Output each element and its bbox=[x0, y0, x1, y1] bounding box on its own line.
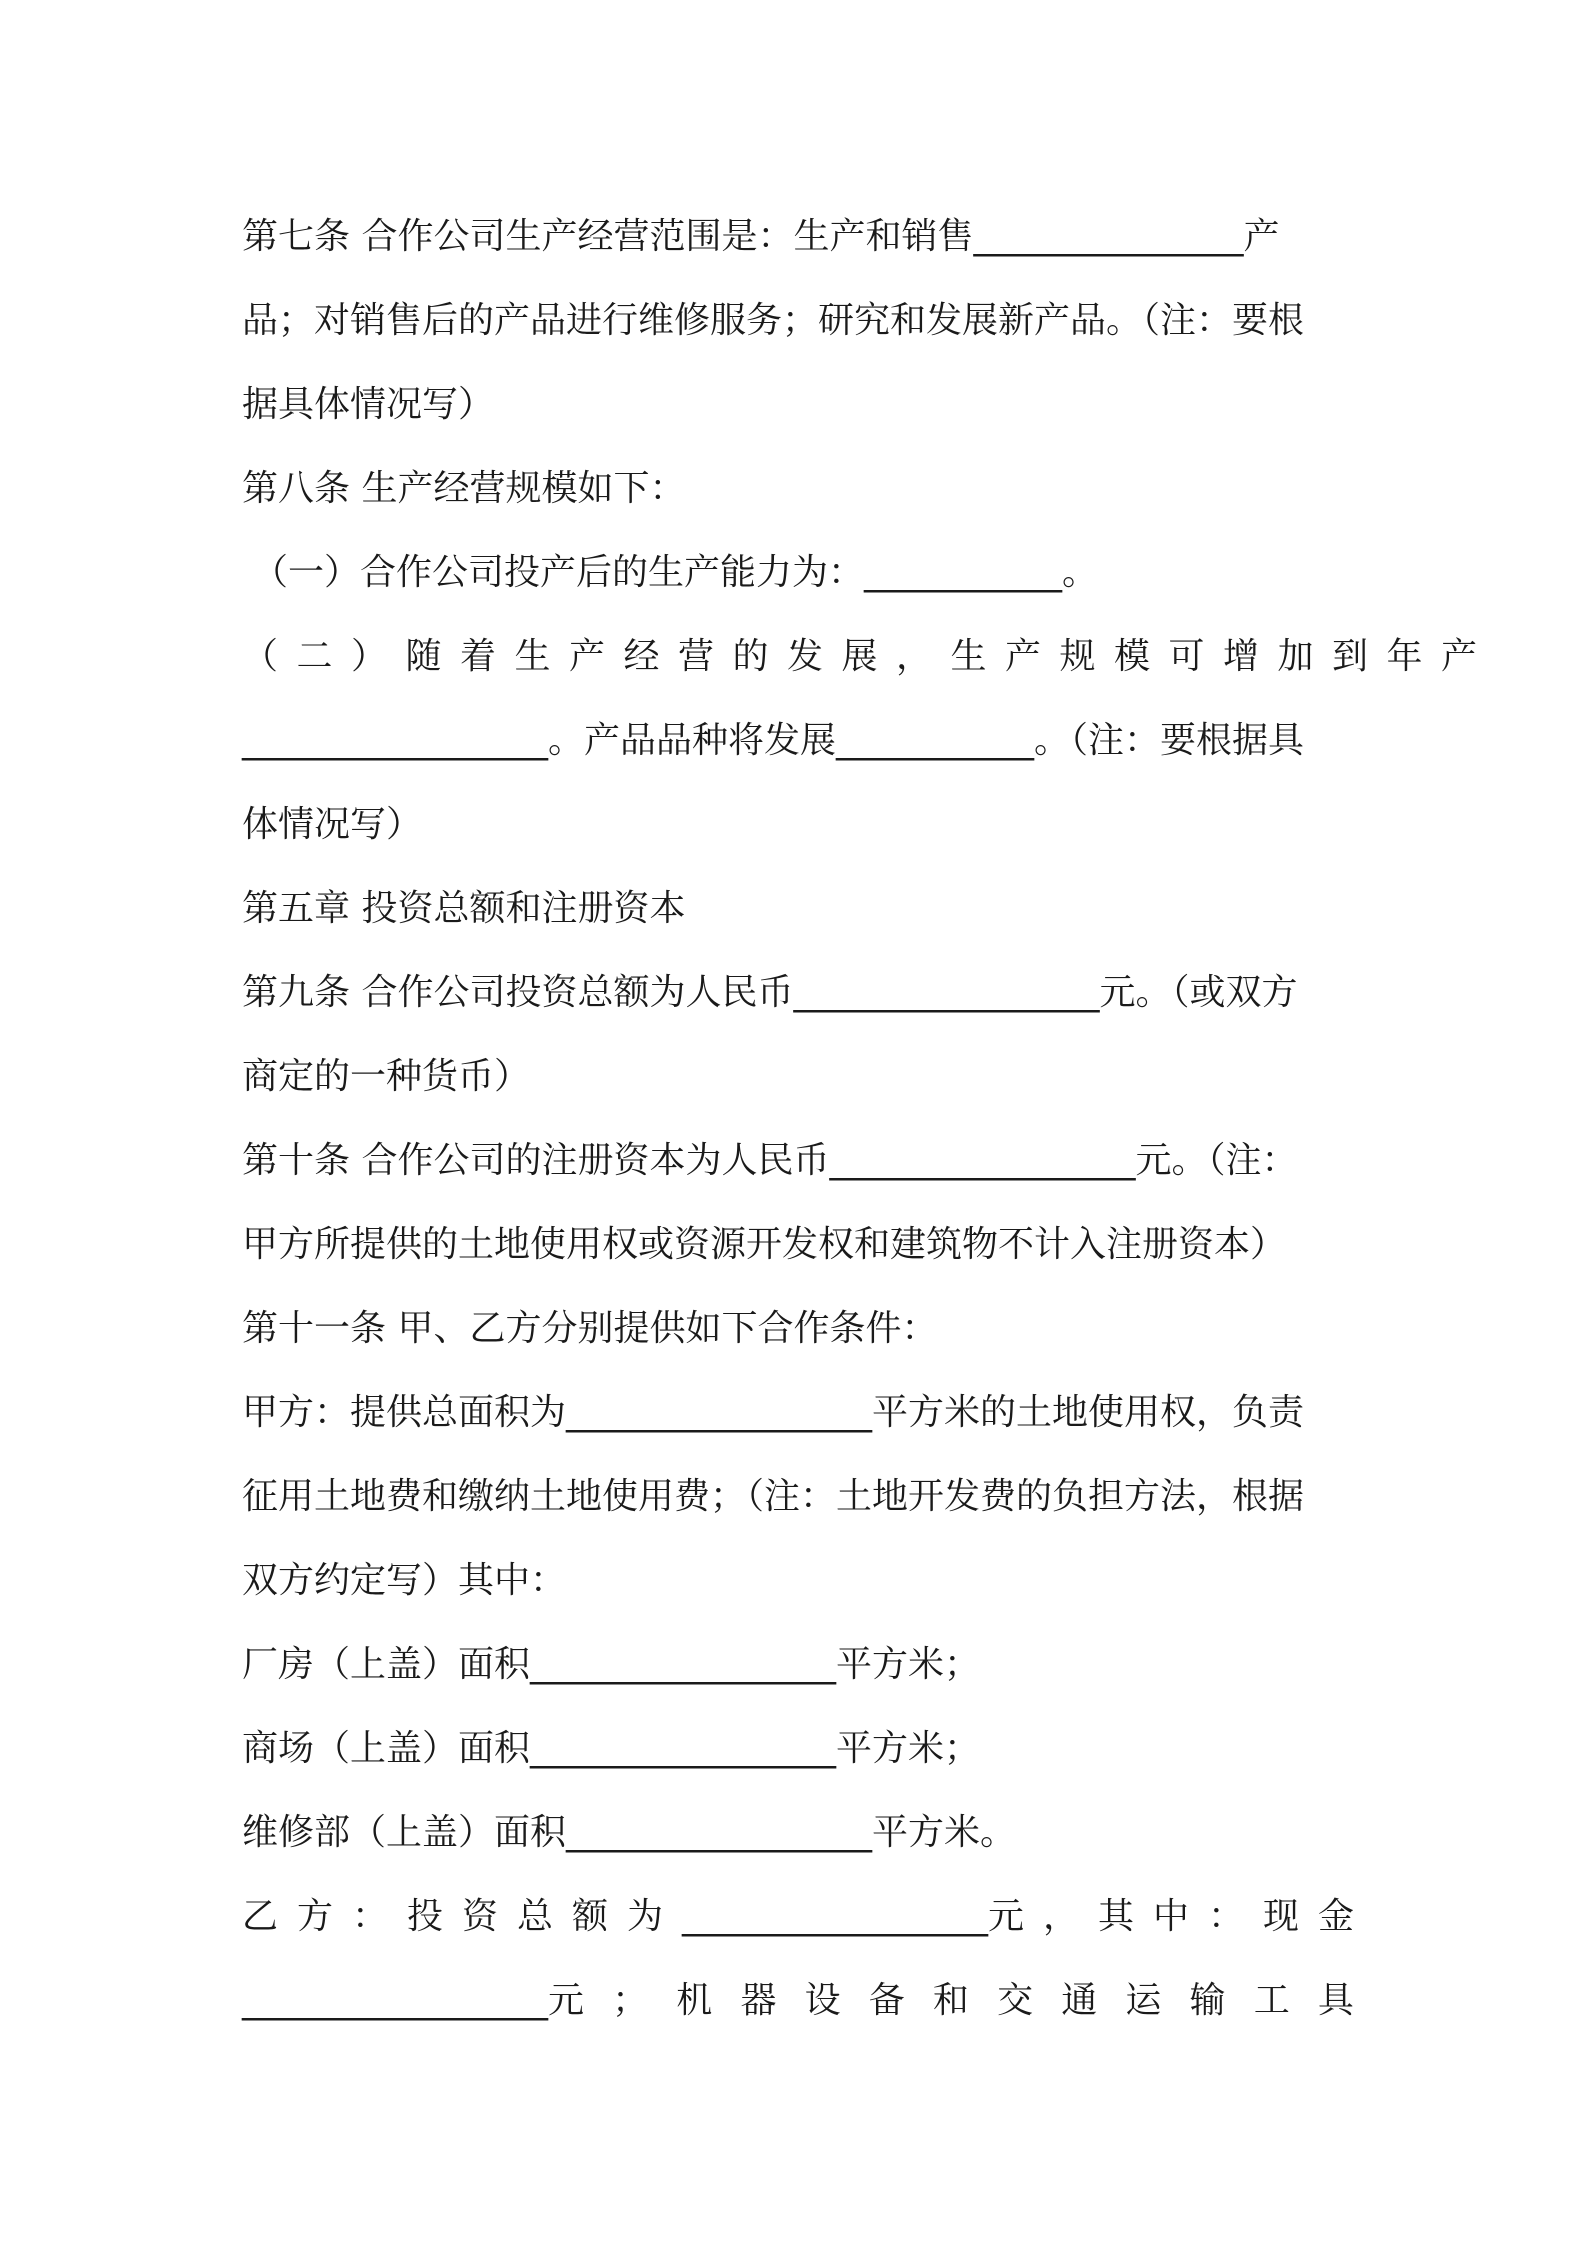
char: ： bbox=[1207, 1896, 1244, 1937]
text-line-partyA-2: 征用土地费和缴纳土地使用费；（注：土地开发费的负担方法，根据 bbox=[242, 1476, 1305, 1517]
char: 通 bbox=[1061, 1980, 1098, 2021]
text-line-art7-2: 品；对销售后的产品进行维修服务；研究和发展新产品。（注：要根 bbox=[242, 300, 1305, 341]
text-line-art9-2: 商定的一种货币） bbox=[242, 1056, 531, 1097]
text-line-art7-3: 据具体情况写） bbox=[242, 384, 495, 425]
char: 中 bbox=[1152, 1896, 1189, 1937]
char: 和 bbox=[932, 1980, 969, 2021]
char: 备 bbox=[868, 1980, 905, 2021]
char: 额 bbox=[572, 1896, 609, 1937]
char: 乙 bbox=[242, 1896, 279, 1937]
char: 输 bbox=[1189, 1980, 1226, 2021]
char: 器 bbox=[740, 1980, 777, 2021]
char: 为 bbox=[627, 1896, 664, 1937]
char: 投 bbox=[407, 1896, 444, 1937]
text-line-art8-item2-cont: _________________。产品品种将发展___________。（注：要根据具 bbox=[242, 720, 1305, 761]
text-line-mall-area: 商场（上盖）面积_________________平方米； bbox=[242, 1728, 981, 1769]
char: ： bbox=[352, 1896, 389, 1937]
text-line-art10-1: 第十条 合作公司的注册资本为人民币_________________元。（注： bbox=[242, 1140, 1298, 1181]
char: 具 bbox=[1317, 1980, 1354, 2021]
char: 方 bbox=[297, 1896, 334, 1937]
text-line-partyB-1 bbox=[242, 1875, 1354, 1959]
text-line-factory-area: 厂房（上盖）面积_________________平方米； bbox=[242, 1644, 981, 1685]
text-line-art8-item1: （一）合作公司投产后的生产能力为：___________。 bbox=[252, 552, 1099, 593]
text-line-art7-1: 第七条 合作公司生产经营范围是：生产和销售_______________产 bbox=[242, 216, 1280, 257]
chapter-5-heading: 第五章 投资总额和注册资本 bbox=[242, 888, 686, 929]
text-line-partyA-1: 甲方：提供总面积为_________________平方米的土地使用权，负责 bbox=[242, 1392, 1305, 1433]
text-line-art9-1: 第九条 合作公司投资总额为人民币_________________元。（或双方 bbox=[242, 972, 1298, 1013]
text-line-art8-title: 第八条 生产经营规模如下： bbox=[242, 468, 686, 509]
char: 机 bbox=[676, 1980, 713, 2021]
char: _________________元 bbox=[682, 1896, 1024, 1937]
char: 资 bbox=[462, 1896, 499, 1937]
char: 金 bbox=[1317, 1896, 1354, 1937]
char: ， bbox=[1042, 1896, 1079, 1937]
text-line-art11-title: 第十一条 甲、乙方分别提供如下合作条件： bbox=[242, 1308, 938, 1349]
char: 现 bbox=[1262, 1896, 1299, 1937]
char: 总 bbox=[517, 1896, 554, 1937]
text-line-art10-2: 甲方所提供的土地使用权或资源开发权和建筑物不计入注册资本） bbox=[242, 1224, 1287, 1265]
document-page bbox=[242, 195, 1496, 2043]
char: ； bbox=[612, 1980, 649, 2021]
char: 工 bbox=[1253, 1980, 1290, 2021]
char: _________________元 bbox=[242, 1980, 584, 2021]
text-line-art8-item2-end: 体情况写） bbox=[242, 804, 423, 845]
char: 交 bbox=[997, 1980, 1034, 2021]
char: 设 bbox=[804, 1980, 841, 2021]
text-line-art8-item2: （二）随着生产经营的发展，生产规模可增加到年产 bbox=[242, 636, 1496, 677]
char: 其 bbox=[1097, 1896, 1134, 1937]
text-line-partyA-3: 双方约定写）其中： bbox=[242, 1560, 567, 1601]
text-line-partyB-2 bbox=[242, 1959, 1354, 2043]
char: 运 bbox=[1125, 1980, 1162, 2021]
text-line-repair-area: 维修部（上盖）面积_________________平方米。 bbox=[242, 1812, 1017, 1853]
